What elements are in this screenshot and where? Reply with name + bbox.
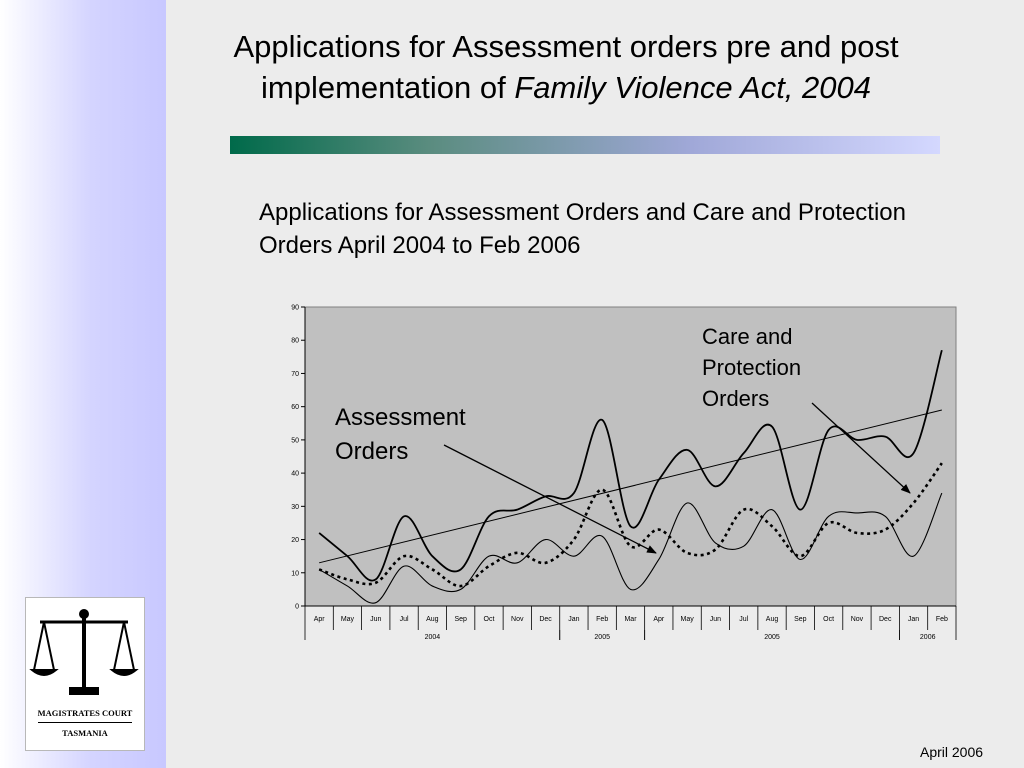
x-tick-label: Jul (739, 616, 749, 623)
y-tick-label: 0 (295, 603, 299, 611)
y-tick-label: 40 (291, 470, 299, 478)
x-tick-label: Jun (709, 616, 722, 623)
x-tick-label: Nov (850, 616, 864, 623)
x-tick-label: Apr (653, 616, 665, 623)
title-plain: Applications for Assessment orders pre and post implementation of (233, 29, 899, 105)
annotation-line: Care and (702, 324, 793, 349)
x-tick-label: Sep (454, 616, 467, 623)
x-tick-label: Mar (624, 616, 637, 623)
year-label: 2006 (919, 634, 936, 641)
logo-line-2: TASMANIA (62, 728, 108, 738)
x-tick-label: Jan (907, 616, 920, 623)
x-tick-label: May (680, 616, 694, 623)
chart-subtitle: Applications for Assessment Orders and Care and Protection Orders April 2004 to Feb 2006 (259, 199, 906, 259)
x-tick-label: May (340, 616, 355, 623)
x-tick-label: Dec (539, 616, 552, 623)
y-tick-label: 80 (291, 337, 299, 345)
x-tick-label: Jan (568, 616, 580, 623)
y-tick-label: 60 (291, 404, 299, 412)
x-tick-label: Feb (935, 616, 948, 623)
x-tick-label: Oct (823, 616, 835, 623)
year-label: 2004 (424, 634, 441, 641)
annotation-line: Protection (702, 355, 802, 380)
x-tick-label: Nov (511, 616, 524, 623)
y-tick-label: 30 (291, 503, 299, 511)
logo-line-1: MAGISTRATES COURT (37, 708, 133, 718)
year-label: 2005 (594, 634, 610, 641)
title-italic: Family Violence Act, 2004 (514, 70, 871, 105)
x-tick-label: Apr (313, 616, 325, 623)
annotation-line: Assessment (335, 404, 466, 431)
year-label: 2005 (764, 634, 780, 641)
footer-date: April 2006 (920, 744, 984, 760)
x-tick-label: Aug (426, 616, 439, 623)
x-tick-label: Aug (765, 616, 779, 623)
x-tick-label: Jun (370, 616, 382, 623)
x-tick-label: Feb (596, 616, 609, 623)
x-tick-label: Dec (879, 616, 892, 623)
annotation-line: Orders (335, 438, 409, 465)
y-tick-label: 20 (291, 537, 299, 545)
y-tick-label: 90 (291, 304, 299, 312)
y-tick-label: 70 (291, 370, 299, 378)
y-tick-label: 10 (291, 570, 299, 578)
y-tick-label: 50 (291, 437, 299, 445)
annotation-line: Orders (702, 386, 770, 411)
x-tick-label: Jul (399, 616, 409, 623)
x-tick-label: Oct (483, 616, 495, 623)
x-tick-label: Sep (794, 616, 807, 623)
